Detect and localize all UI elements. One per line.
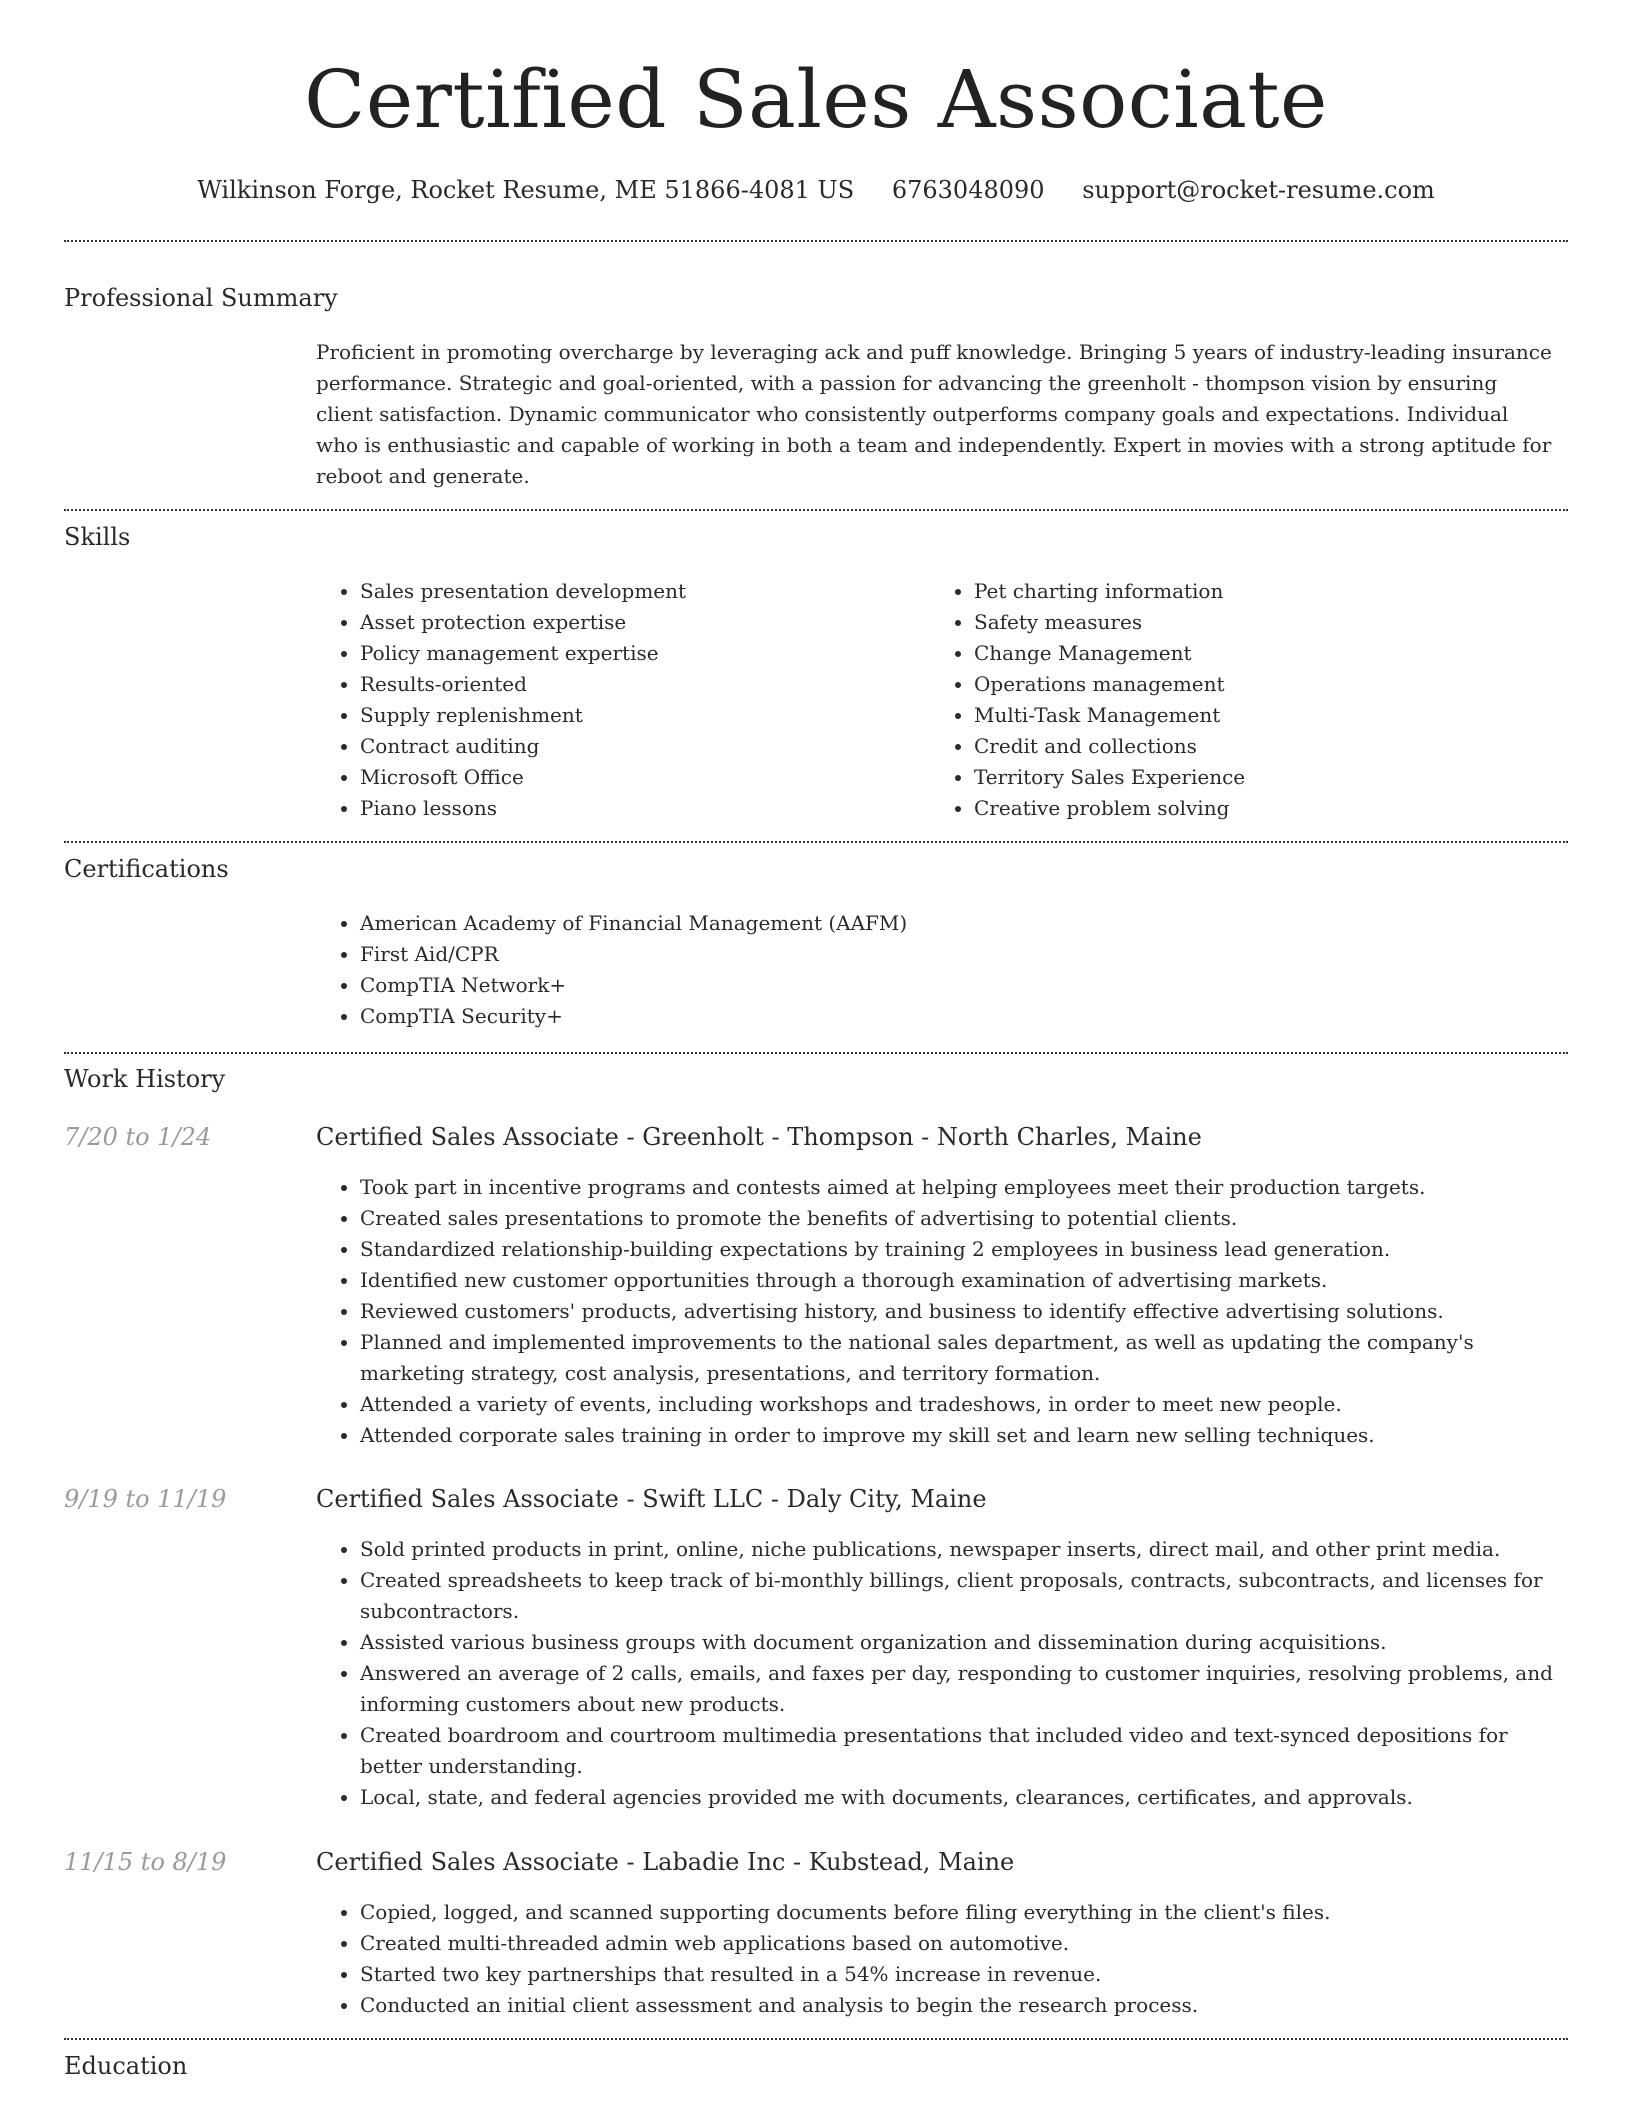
summary-text: Proficient in promoting overcharge by leveraging ack and puff knowledge. Bringing 5 years of industry-leading insurance performance. Strategic and goal-oriented, with a passion for advancing the greenholt - thompson vision by ensuring client satisfaction. Dynamic communicator who consistently outperforms company goals and expectations. Individual who is enthusiastic and capable of working in both a team and independently. Expert in movies with a strong aptitude for reboot and generate. bbox=[316, 340, 1552, 488]
list-item: • Conducted an initial client assessment and analysis to begin the research process. bbox=[360, 1990, 1560, 2021]
skills-list-left bbox=[316, 576, 920, 824]
divider bbox=[64, 240, 1568, 242]
job-heading: Certified Sales Associate - Greenholt - Thompson - North Charles, Maine bbox=[316, 1123, 1202, 1151]
list-item: • Sold printed products in print, online, niche publications, newspaper inserts, direct mail, and other print media. bbox=[360, 1534, 1560, 1565]
list-item: • Created sales presentations to promote the benefits of advertising to potential clients. bbox=[360, 1203, 1560, 1234]
list-item: • CompTIA Network+ bbox=[360, 970, 1560, 1001]
list-item: • Credit and collections bbox=[974, 731, 1534, 762]
list-item: • Identified new customer opportunities through a thorough examination of advertising markets. bbox=[360, 1265, 1560, 1296]
job-bullets bbox=[316, 1172, 1560, 1451]
list-item: • Assisted various business groups with document organization and dissemination during acquisitions. bbox=[360, 1627, 1560, 1658]
divider bbox=[64, 841, 1568, 843]
list-item: • Copied, logged, and scanned supporting documents before filing everything in the client's files. bbox=[360, 1897, 1560, 1928]
list-item: • Answered an average of 2 calls, emails, and faxes per day, responding to customer inquiries, resolving problems, and informing customers about new products. bbox=[360, 1658, 1560, 1720]
job-dates: 9/19 to 11/19 bbox=[64, 1485, 227, 1513]
list-item: • Created multi-threaded admin web applications based on automotive. bbox=[360, 1928, 1560, 1959]
list-item: • Operations management bbox=[974, 669, 1534, 700]
list-item: • Planned and implemented improvements to the national sales department, as well as updating the company's marketing strategy, cost analysis, presentations, and territory formation. bbox=[360, 1327, 1560, 1389]
list-item: • Reviewed customers' products, advertising history, and business to identify effective advertising solutions. bbox=[360, 1296, 1560, 1327]
skills-list-right bbox=[930, 576, 1534, 824]
section-title-certifications: Certifications bbox=[64, 855, 229, 883]
list-item: • Attended corporate sales training in order to improve my skill set and learn new selling techniques. bbox=[360, 1420, 1560, 1451]
list-item: • Took part in incentive programs and contests aimed at helping employees meet their production targets. bbox=[360, 1172, 1560, 1203]
divider bbox=[64, 1052, 1568, 1054]
divider bbox=[64, 2038, 1568, 2040]
job-dates: 7/20 to 1/24 bbox=[64, 1123, 212, 1151]
contact-email: support@rocket-resume.com bbox=[1082, 176, 1435, 204]
list-item: • Attended a variety of events, including workshops and tradeshows, in order to meet new people. bbox=[360, 1389, 1560, 1420]
contact-line bbox=[64, 170, 1568, 210]
section-title-education: Education bbox=[64, 2052, 188, 2080]
section-title-work-history: Work History bbox=[64, 1065, 226, 1093]
contact-address: Wilkinson Forge, Rocket Resume, ME 51866-4081 US bbox=[197, 176, 855, 204]
divider bbox=[64, 509, 1568, 511]
list-item: • Contract auditing bbox=[360, 731, 920, 762]
list-item: • Standardized relationship-building expectations by training 2 employees in business lead generation. bbox=[360, 1234, 1560, 1265]
job-dates: 11/15 to 8/19 bbox=[64, 1848, 227, 1876]
list-item: • Multi-Task Management bbox=[974, 700, 1534, 731]
contact-phone: 6763048090 bbox=[891, 176, 1045, 204]
list-item: • First Aid/CPR bbox=[360, 939, 1560, 970]
list-item: • American Academy of Financial Management (AAFM) bbox=[360, 908, 1560, 939]
list-item: • Created boardroom and courtroom multimedia presentations that included video and text-synced depositions for better understanding. bbox=[360, 1720, 1560, 1782]
list-item: • Sales presentation development bbox=[360, 576, 920, 607]
list-item: • Started two key partnerships that resulted in a 54% increase in revenue. bbox=[360, 1959, 1560, 1990]
list-item: • Created spreadsheets to keep track of bi-monthly billings, client proposals, contracts, subcontracts, and licenses for subcontractors. bbox=[360, 1565, 1560, 1627]
list-item: • CompTIA Security+ bbox=[360, 1001, 1560, 1032]
list-item: • Piano lessons bbox=[360, 793, 920, 824]
job-heading: Certified Sales Associate - Labadie Inc - Kubstead, Maine bbox=[316, 1848, 1015, 1876]
section-title-summary: Professional Summary bbox=[64, 284, 338, 312]
job-heading: Certified Sales Associate - Swift LLC - Daly City, Maine bbox=[316, 1485, 987, 1513]
list-item: • Safety measures bbox=[974, 607, 1534, 638]
list-item: • Pet charting information bbox=[974, 576, 1534, 607]
section-title-skills: Skills bbox=[64, 523, 131, 551]
certifications-list bbox=[316, 908, 1560, 1032]
list-item: • Policy management expertise bbox=[360, 638, 920, 669]
list-item: • Asset protection expertise bbox=[360, 607, 920, 638]
job-bullets bbox=[316, 1534, 1560, 1813]
list-item: • Microsoft Office bbox=[360, 762, 920, 793]
resume-name: Certified Sales Associate bbox=[304, 53, 1328, 146]
list-item: • Change Management bbox=[974, 638, 1534, 669]
list-item: • Supply replenishment bbox=[360, 700, 920, 731]
list-item: • Creative problem solving bbox=[974, 793, 1534, 824]
list-item: • Territory Sales Experience bbox=[974, 762, 1534, 793]
list-item: • Local, state, and federal agencies provided me with documents, clearances, certificates, and approvals. bbox=[360, 1782, 1560, 1813]
job-bullets bbox=[316, 1897, 1560, 2021]
list-item: • Results-oriented bbox=[360, 669, 920, 700]
